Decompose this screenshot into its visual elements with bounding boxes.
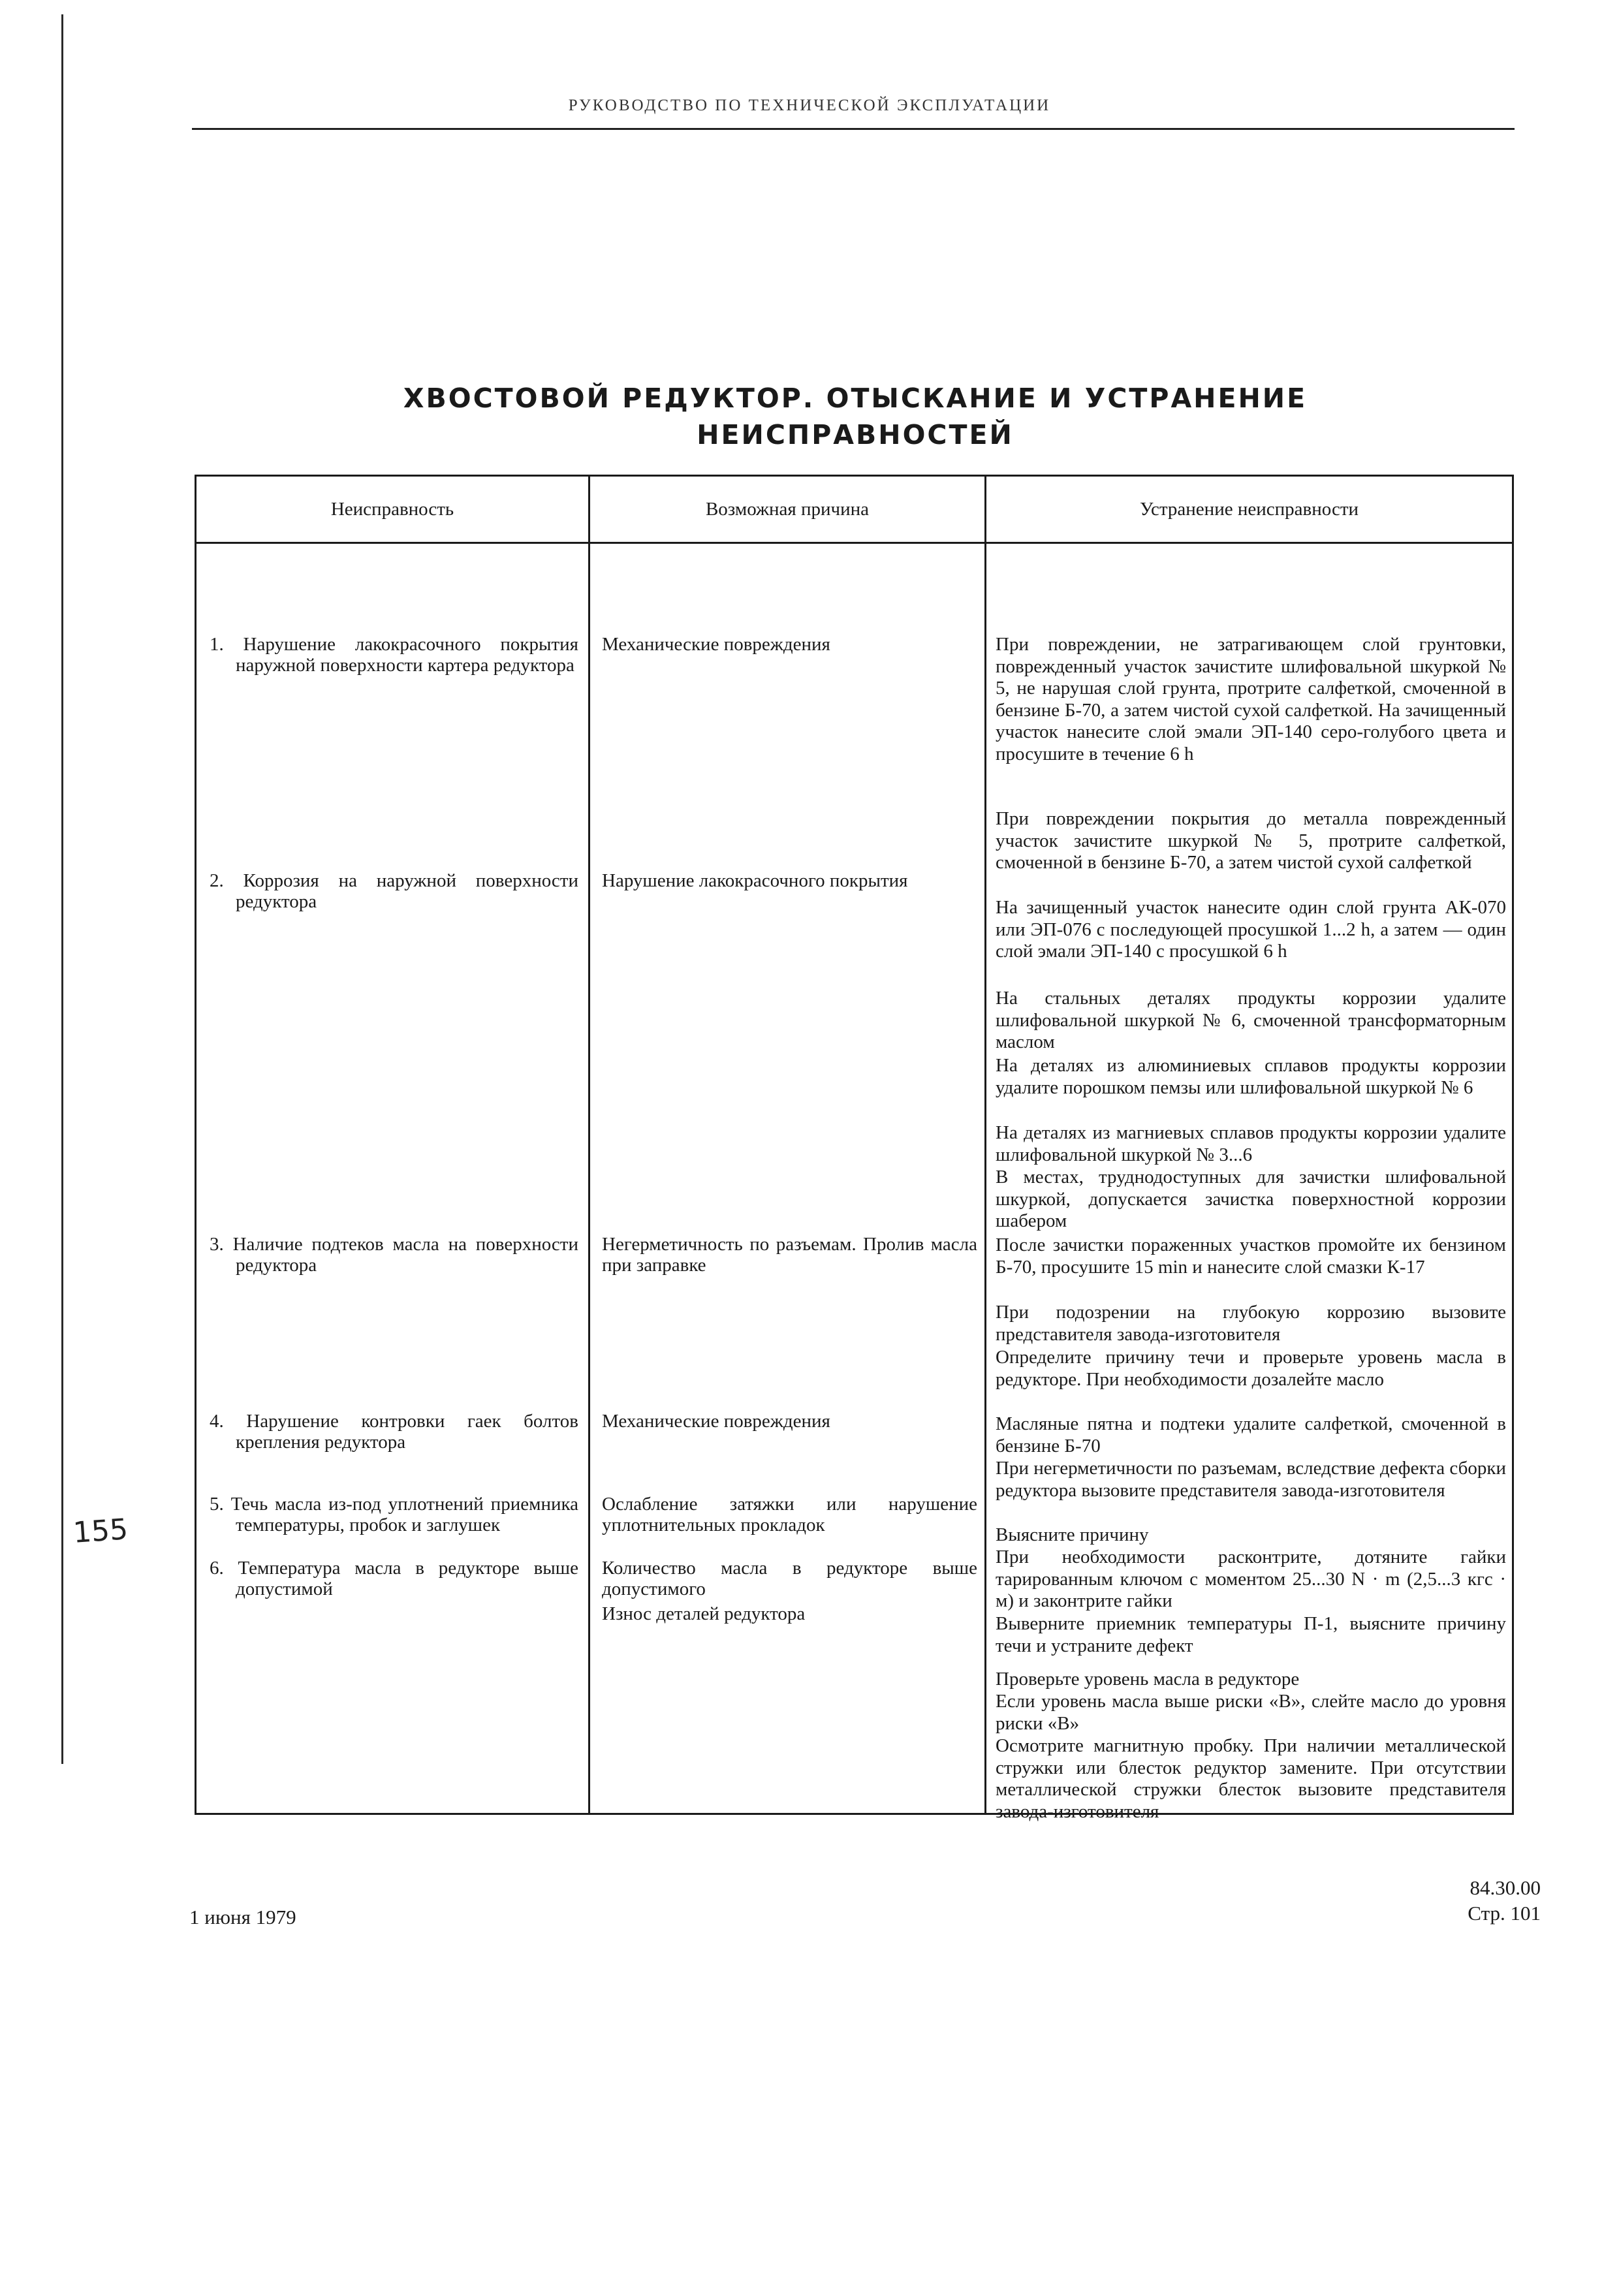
remedy-15: Выверните приемник температуры П-1, выясните причину течи и устраните дефект <box>996 1613 1506 1656</box>
fault-2: 2. Коррозия на наружной поверхности редуктора <box>210 870 578 912</box>
fault-1: 1. Нарушение лакокрасочного покрытия наружной поверхности картера редуктора <box>210 634 578 676</box>
column-header-fault: Неисправность <box>196 476 589 543</box>
remedy-5: На деталях из алюминиевых сплавов продукты коррозии удалите порошком пемзы или шлифовальной шкуркой № 6 <box>996 1055 1506 1098</box>
column-header-cause: Возможная причина <box>589 476 986 543</box>
fault-6: 6. Температура масла в редукторе выше допустимой <box>210 1558 578 1599</box>
remedy-18: Осмотрите магнитную пробку. При наличии металлической стружки или блесток редуктор замените. При отсутствии металлической стружки блесток вызовите представителя завода-изготовителя <box>996 1735 1506 1822</box>
fault-5: 5. Течь масла из-под уплотнений приемника температуры, пробок и заглушек <box>210 1494 578 1535</box>
cause-1: Механические повреждения <box>602 634 830 655</box>
remedy-10: Определите причину течи и проверьте уровень масла в редукторе. При необходимости дозалейте масло <box>996 1347 1506 1390</box>
chapter-code: 84.30.00 <box>1470 1876 1541 1899</box>
page-reference <box>1423 1875 1541 1926</box>
remedy-14: При необходимости расконтрите, дотяните гайки тарированным ключом с моментом 25...30 N · m (2,5...3 кгс · м) и законтрите гайки <box>996 1547 1506 1612</box>
remedy-1: При повреждении, не затрагивающем слой грунтовки, поврежденный участок зачистите шлифовальной шкуркой № 5, не нарушая слой грунта, протрите салфеткой, смоченной в бензине Б-70, а затем чистой сухой салфеткой. На зачищенный участок нанесите слой эмали ЭП-140 серо-голубого цвета и просушите в течение 6 h <box>996 634 1506 764</box>
remedy-12: При негерметичности по разъемам, вследствие дефекта сборки редуктора вызовите представителя завода-изготовителя <box>996 1458 1506 1501</box>
cause-3: Негерметичность по разъемам. Пролив масла при заправке <box>602 1234 977 1276</box>
remedy-column <box>986 543 1513 1822</box>
handwritten-margin-note: 155 <box>72 1513 129 1550</box>
title-line-2: НЕИСПРАВНОСТЕЙ <box>697 419 1014 450</box>
remedy-6: На деталях из магниевых сплавов продукты коррозии удалите шлифовальной шкуркой № 3...6 <box>996 1122 1506 1165</box>
page-number: Стр. 101 <box>1468 1902 1541 1925</box>
header-rule <box>192 128 1515 130</box>
cause-5: Ослабление затяжки или нарушение уплотнительных прокладок <box>602 1494 977 1535</box>
fault-4: 4. Нарушение контровки гаек болтов крепления редуктора <box>210 1411 578 1453</box>
remedy-13: Выясните причину <box>996 1524 1149 1545</box>
page-title <box>196 380 1515 453</box>
column-header-remedy: Устранение неисправности <box>986 476 1513 543</box>
scan-margin-line <box>61 14 63 1764</box>
remedy-7: В местах, труднодоступных для зачистки шлифовальной шкуркой, допускается зачистка поверхностной коррозии шабером <box>996 1167 1506 1232</box>
remedy-9: При подозрении на глубокую коррозию вызовите представителя завода-изготовителя <box>996 1302 1506 1345</box>
issue-date: 1 июня 1979 <box>189 1906 296 1928</box>
cause-2: Нарушение лакокрасочного покрытия <box>602 870 908 891</box>
remedy-2: При повреждении покрытия до металла поврежденный участок зачистите шкуркой № 5, протрите салфеткой, смоченной в бензине Б-70, а затем чистой сухой салфеткой <box>996 808 1506 873</box>
cause-4: Механические повреждения <box>602 1411 830 1432</box>
running-header: РУКОВОДСТВО ПО ТЕХНИЧЕСКОЙ ЭКСПЛУАТАЦИИ <box>568 97 1051 114</box>
remedy-17: Если уровень масла выше риски «В», слейте масло до уровня риски «В» <box>996 1691 1506 1734</box>
fault-column <box>196 543 589 1814</box>
cause-7: Износ деталей редуктора <box>602 1603 806 1624</box>
remedy-11: Масляные пятна и подтеки удалите салфеткой, смоченной в бензине Б-70 <box>996 1413 1506 1456</box>
remedy-8: После зачистки пораженных участков промойте их бензином Б-70, просушите 15 min и нанесите слой смазки К-17 <box>996 1234 1506 1278</box>
remedy-4: На стальных деталях продукты коррозии удалите шлифовальной шкуркой № 6, смоченной трансформаторным маслом <box>996 988 1506 1053</box>
remedy-16: Проверьте уровень масла в редукторе <box>996 1669 1300 1690</box>
cause-column <box>589 543 986 1814</box>
remedy-3: На зачищенный участок нанесите один слой грунта АК-070 или ЭП-076 с последующей просушкой 1...2 h, а затем — один слой эмали ЭП-140 с просушкой 6 h <box>996 897 1506 962</box>
title-line-1: ХВОСТОВОЙ РЕДУКТОР. ОТЫСКАНИЕ И УСТРАНЕНИЕ <box>403 383 1308 414</box>
cause-6: Количество масла в редукторе выше допустимого <box>602 1558 977 1599</box>
troubleshooting-table <box>195 475 1514 1822</box>
fault-3: 3. Наличие подтеков масла на поверхности редуктора <box>210 1234 578 1276</box>
